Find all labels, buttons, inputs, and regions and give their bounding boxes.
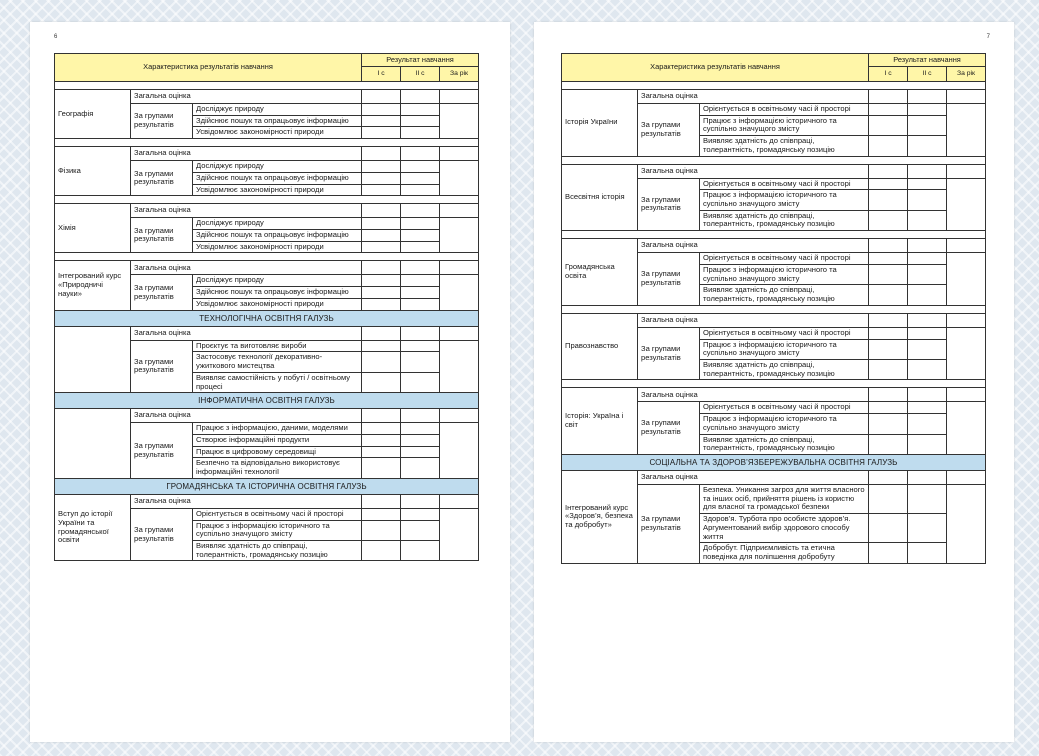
result-item-text: Виявляє здатність до співпраці, толерантність, громадянську позицію [193, 540, 362, 560]
score-cell-sem1[interactable] [362, 241, 401, 253]
header-characteristic: Характеристика результатів навчання [562, 54, 869, 82]
score-cell-sem1[interactable] [362, 326, 401, 340]
general-score-label: Загальна оцінка [638, 164, 869, 178]
groups-label: За групами результатів [131, 423, 193, 479]
score-cell-sem2[interactable] [401, 458, 440, 478]
groups-label: За групами результатів [638, 253, 700, 306]
general-score-label: Загальна оцінка [131, 147, 362, 161]
score-cell-sem2[interactable] [908, 190, 947, 210]
spacer-row [562, 380, 986, 388]
subject-name: Історія України [562, 90, 638, 157]
result-item-text: Усвідомлює закономірності природи [193, 241, 362, 253]
general-score-row [55, 494, 479, 508]
subject-name: Правознавство [562, 313, 638, 380]
score-cell-year[interactable] [440, 218, 479, 253]
score-cell-sem2[interactable] [908, 164, 947, 178]
score-cell-sem1[interactable] [869, 434, 908, 454]
score-cell-sem2[interactable] [908, 313, 947, 327]
spacer-cell [55, 82, 479, 90]
result-item-text: Безпека. Уникання загроз для життя власного та інших осіб, прийняття рішень із користю для власної та громадської безпеки [700, 484, 869, 513]
general-score-label: Загальна оцінка [638, 470, 869, 484]
subject-name: Всесвітня історія [562, 164, 638, 231]
score-cell-sem1[interactable] [869, 327, 908, 339]
score-cell-sem2[interactable] [401, 352, 440, 372]
result-item-text: Здійснює пошук та опрацьовує інформацію [193, 230, 362, 242]
score-cell-sem2[interactable] [908, 178, 947, 190]
subject-name: Інтегрований курс «Здоров’я, безпека та добробут» [562, 470, 638, 563]
result-item-text: Виявляє здатність до співпраці, толерантність, громадянську позицію [700, 136, 869, 156]
score-cell-sem2[interactable] [908, 359, 947, 379]
score-cell-year[interactable] [947, 313, 986, 327]
header-year: За рік [440, 67, 479, 82]
groups-label: За групами результатів [131, 104, 193, 139]
score-cell-sem2[interactable] [908, 327, 947, 339]
score-cell-sem1[interactable] [362, 352, 401, 372]
general-score-row [55, 261, 479, 275]
score-cell-sem1[interactable] [362, 184, 401, 196]
general-score-row [562, 470, 986, 484]
result-item-text: Працює в цифровому середовищі [193, 446, 362, 458]
score-cell-sem1[interactable] [362, 115, 401, 127]
general-score-row [562, 313, 986, 327]
result-item-text: Орієнтується в освітньому часі й просторі [700, 104, 869, 116]
score-cell-sem2[interactable] [401, 241, 440, 253]
groups-label: За групами результатів [131, 161, 193, 196]
score-cell-sem1[interactable] [362, 275, 401, 287]
score-cell-sem1[interactable] [869, 402, 908, 414]
section-header-row [55, 478, 479, 494]
general-score-label: Загальна оцінка [131, 90, 362, 104]
score-cell-sem1[interactable] [869, 285, 908, 305]
score-cell-year[interactable] [947, 402, 986, 455]
header-result: Результат навчання [869, 54, 986, 67]
section-title: СОЦІАЛЬНА ТА ЗДОРОВ’ЯЗБЕРЕЖУВАЛЬНА ОСВІТНЯ ГАЛУЗЬ [562, 454, 986, 470]
general-score-label: Загальна оцінка [638, 239, 869, 253]
score-cell-sem1[interactable] [362, 458, 401, 478]
left-page [30, 22, 510, 742]
right-assessment-table [561, 53, 986, 564]
spacer-row [562, 82, 986, 90]
spacer-cell [562, 156, 986, 164]
score-cell-sem1[interactable] [362, 147, 401, 161]
groups-label: За групами результатів [638, 178, 700, 231]
general-score-label: Загальна оцінка [638, 90, 869, 104]
score-cell-sem1[interactable] [362, 127, 401, 139]
result-item-text: Працює з інформацією історичного та суспільно значущого змісту [700, 264, 869, 284]
section-title: ТЕХНОЛОГІЧНА ОСВІТНЯ ГАЛУЗЬ [55, 310, 479, 326]
subject-name [55, 409, 131, 479]
score-cell-year[interactable] [440, 508, 479, 561]
score-cell-sem2[interactable] [908, 210, 947, 230]
score-cell-sem1[interactable] [362, 104, 401, 116]
score-cell-sem2[interactable] [908, 90, 947, 104]
score-cell-sem1[interactable] [362, 520, 401, 540]
score-cell-sem1[interactable] [869, 264, 908, 284]
score-cell-sem2[interactable] [401, 372, 440, 392]
result-item-text: Здійснює пошук та опрацьовує інформацію [193, 115, 362, 127]
score-cell-sem2[interactable] [908, 253, 947, 265]
score-cell-sem1[interactable] [869, 210, 908, 230]
score-cell-sem2[interactable] [401, 172, 440, 184]
score-cell-sem2[interactable] [401, 423, 440, 435]
result-item-text: Досліджує природу [193, 275, 362, 287]
result-item-text: Проєктує та виготовляє вироби [193, 340, 362, 352]
score-cell-sem1[interactable] [869, 190, 908, 210]
subject-name: Громадянська освіта [562, 239, 638, 306]
left-page-number: 6 [54, 34, 58, 40]
score-cell-sem2[interactable] [908, 136, 947, 156]
spacer-cell [562, 305, 986, 313]
spacer-row [562, 231, 986, 239]
spacer-cell [562, 380, 986, 388]
spacer-cell [562, 82, 986, 90]
spacer-row [55, 253, 479, 261]
result-item-text: Створює інформаційні продукти [193, 434, 362, 446]
score-cell-year[interactable] [440, 409, 479, 423]
result-item-text: Усвідомлює закономірності природи [193, 298, 362, 310]
general-score-label: Загальна оцінка [131, 204, 362, 218]
general-score-label: Загальна оцінка [131, 326, 362, 340]
score-cell-sem1[interactable] [362, 409, 401, 423]
score-cell-sem2[interactable] [401, 261, 440, 275]
result-item-text: Орієнтується в освітньому часі й просторі [193, 508, 362, 520]
general-score-label: Загальна оцінка [638, 388, 869, 402]
score-cell-sem2[interactable] [908, 414, 947, 434]
score-cell-sem2[interactable] [401, 90, 440, 104]
score-cell-sem1[interactable] [362, 434, 401, 446]
subject-name: Вступ до історії України та громадянської освіти [55, 494, 131, 561]
result-item-text: Працює з інформацією історичного та суспільно значущого змісту [193, 520, 362, 540]
spacer-cell [55, 196, 479, 204]
score-cell-sem1[interactable] [362, 261, 401, 275]
score-cell-sem1[interactable] [869, 313, 908, 327]
result-item-text: Здійснює пошук та опрацьовує інформацію [193, 172, 362, 184]
score-cell-sem1[interactable] [362, 218, 401, 230]
score-cell-sem1[interactable] [869, 164, 908, 178]
header-characteristic: Характеристика результатів навчання [55, 54, 362, 82]
spacer-row [55, 196, 479, 204]
general-score-label: Загальна оцінка [131, 261, 362, 275]
score-cell-sem2[interactable] [401, 508, 440, 520]
result-item-text: Досліджує природу [193, 218, 362, 230]
score-cell-sem2[interactable] [908, 470, 947, 484]
score-cell-year[interactable] [947, 253, 986, 306]
score-cell-year[interactable] [440, 275, 479, 310]
score-cell-year[interactable] [947, 104, 986, 157]
score-cell-year[interactable] [947, 178, 986, 231]
general-score-row [55, 90, 479, 104]
score-cell-year[interactable] [440, 494, 479, 508]
general-score-row [55, 326, 479, 340]
score-cell-sem2[interactable] [908, 388, 947, 402]
score-cell-sem2[interactable] [401, 104, 440, 116]
score-cell-sem1[interactable] [362, 298, 401, 310]
score-cell-sem2[interactable] [908, 434, 947, 454]
score-cell-year[interactable] [440, 326, 479, 340]
score-cell-sem2[interactable] [401, 409, 440, 423]
right-page-number: 7 [986, 34, 990, 40]
score-cell-sem1[interactable] [362, 172, 401, 184]
left-assessment-table [54, 53, 479, 561]
result-item-text: Застосовує технології декоративно-ужиткового мистецтва [193, 352, 362, 372]
result-item-text: Безпечно та відповідально використовує інформаційні технології [193, 458, 362, 478]
section-header-row [55, 310, 479, 326]
general-score-label: Загальна оцінка [131, 494, 362, 508]
subject-name: Географія [55, 90, 131, 139]
result-item-text: Виявляє здатність до співпраці, толерантність, громадянську позицію [700, 359, 869, 379]
score-cell-sem1[interactable] [362, 204, 401, 218]
score-cell-year[interactable] [947, 484, 986, 563]
score-cell-sem1[interactable] [869, 90, 908, 104]
score-cell-sem1[interactable] [362, 494, 401, 508]
score-cell-sem1[interactable] [869, 115, 908, 135]
result-item-text: Здоров’я. Турбота про особисте здоров’я. Аргументований вибір здорового способу життя [700, 514, 869, 543]
score-cell-sem1[interactable] [869, 136, 908, 156]
score-cell-sem2[interactable] [401, 115, 440, 127]
score-cell-sem1[interactable] [362, 423, 401, 435]
score-cell-sem1[interactable] [869, 514, 908, 543]
result-item-text: Орієнтується в освітньому часі й просторі [700, 253, 869, 265]
spacer-row [562, 156, 986, 164]
result-item-text: Виявляє здатність до співпраці, толерантність, громадянську позицію [700, 285, 869, 305]
subject-name [55, 326, 131, 393]
score-cell-year[interactable] [440, 161, 479, 196]
score-cell-year[interactable] [440, 204, 479, 218]
score-cell-sem2[interactable] [908, 285, 947, 305]
score-cell-sem1[interactable] [362, 230, 401, 242]
score-cell-year[interactable] [440, 90, 479, 104]
groups-label: За групами результатів [131, 218, 193, 253]
section-title: ГРОМАДЯНСЬКА ТА ІСТОРИЧНА ОСВІТНЯ ГАЛУЗЬ [55, 478, 479, 494]
result-item-text: Працює з інформацією історичного та суспільно значущого змісту [700, 339, 869, 359]
general-score-label: Загальна оцінка [131, 409, 362, 423]
result-item-text: Працює з інформацією, даними, моделями [193, 423, 362, 435]
section-header-row [562, 454, 986, 470]
score-cell-year[interactable] [440, 423, 479, 479]
score-cell-sem1[interactable] [869, 470, 908, 484]
result-item-text: Орієнтується в освітньому часі й просторі [700, 402, 869, 414]
score-cell-year[interactable] [947, 327, 986, 380]
spacer-row [55, 139, 479, 147]
groups-label: За групами результатів [131, 275, 193, 310]
score-cell-sem1[interactable] [869, 543, 908, 563]
score-cell-sem1[interactable] [362, 340, 401, 352]
general-score-row [562, 239, 986, 253]
result-item-text: Усвідомлює закономірності природи [193, 127, 362, 139]
score-cell-year[interactable] [947, 470, 986, 484]
general-score-label: Загальна оцінка [638, 313, 869, 327]
spacer-cell [562, 231, 986, 239]
score-cell-year[interactable] [947, 239, 986, 253]
score-cell-sem2[interactable] [401, 147, 440, 161]
score-cell-sem1[interactable] [362, 161, 401, 173]
result-item-text: Здійснює пошук та опрацьовує інформацію [193, 287, 362, 299]
groups-label: За групами результатів [638, 104, 700, 157]
score-cell-sem1[interactable] [869, 239, 908, 253]
score-cell-year[interactable] [440, 340, 479, 393]
result-item-text: Працює з інформацією історичного та суспільно значущого змісту [700, 414, 869, 434]
spacer-cell [55, 139, 479, 147]
spacer-row [562, 305, 986, 313]
subject-name: Інтегрований курс «Природничі науки» [55, 261, 131, 310]
groups-label: За групами результатів [638, 484, 700, 563]
score-cell-sem1[interactable] [869, 388, 908, 402]
groups-label: За групами результатів [131, 508, 193, 561]
score-cell-year[interactable] [440, 261, 479, 275]
score-cell-sem2[interactable] [908, 264, 947, 284]
score-cell-sem1[interactable] [869, 359, 908, 379]
groups-label: За групами результатів [638, 402, 700, 455]
section-header-row [55, 393, 479, 409]
general-score-row [55, 204, 479, 218]
score-cell-year[interactable] [947, 164, 986, 178]
general-score-row [562, 388, 986, 402]
result-item-text: Усвідомлює закономірності природи [193, 184, 362, 196]
score-cell-year[interactable] [440, 104, 479, 139]
score-cell-sem2[interactable] [908, 484, 947, 513]
score-cell-sem2[interactable] [401, 218, 440, 230]
score-cell-sem1[interactable] [869, 253, 908, 265]
general-score-row [562, 164, 986, 178]
score-cell-sem2[interactable] [908, 543, 947, 563]
score-cell-sem2[interactable] [401, 446, 440, 458]
general-score-row [55, 147, 479, 161]
score-cell-sem2[interactable] [401, 326, 440, 340]
score-cell-year[interactable] [440, 147, 479, 161]
score-cell-sem2[interactable] [401, 340, 440, 352]
result-item-text: Виявляє самостійність у побуті / освітньому процесі [193, 372, 362, 392]
score-cell-sem1[interactable] [869, 178, 908, 190]
score-cell-sem2[interactable] [401, 298, 440, 310]
score-cell-sem1[interactable] [362, 508, 401, 520]
groups-label: За групами результатів [638, 327, 700, 380]
result-item-text: Працює з інформацією історичного та суспільно значущого змісту [700, 115, 869, 135]
score-cell-sem2[interactable] [401, 434, 440, 446]
result-item-text: Добробут. Підприємливість та етична поведінка для поліпшення добробуту [700, 543, 869, 563]
score-cell-sem2[interactable] [908, 514, 947, 543]
result-item-text: Досліджує природу [193, 161, 362, 173]
score-cell-sem2[interactable] [908, 339, 947, 359]
score-cell-sem2[interactable] [908, 104, 947, 116]
score-cell-sem1[interactable] [362, 287, 401, 299]
score-cell-sem2[interactable] [908, 402, 947, 414]
score-cell-sem1[interactable] [869, 414, 908, 434]
score-cell-sem1[interactable] [362, 90, 401, 104]
score-cell-sem2[interactable] [908, 239, 947, 253]
score-cell-sem1[interactable] [869, 104, 908, 116]
header-result: Результат навчання [362, 54, 479, 67]
spacer-row [55, 82, 479, 90]
score-cell-sem2[interactable] [401, 287, 440, 299]
score-cell-sem2[interactable] [401, 275, 440, 287]
header-semester-2: ІІ с [908, 67, 947, 82]
score-cell-sem1[interactable] [869, 484, 908, 513]
general-score-row [55, 409, 479, 423]
score-cell-sem2[interactable] [401, 204, 440, 218]
subject-name: Фізика [55, 147, 131, 196]
header-year: За рік [947, 67, 986, 82]
result-item-text: Виявляє здатність до співпраці, толерантність, громадянську позицію [700, 434, 869, 454]
score-cell-sem2[interactable] [401, 540, 440, 560]
score-cell-sem2[interactable] [401, 127, 440, 139]
groups-label: За групами результатів [131, 340, 193, 393]
result-item-text: Працює з інформацією історичного та суспільно значущого змісту [700, 190, 869, 210]
subject-name: Історія: Україна і світ [562, 388, 638, 455]
score-cell-sem2[interactable] [401, 230, 440, 242]
header-semester-1: І с [869, 67, 908, 82]
score-cell-sem1[interactable] [362, 540, 401, 560]
result-item-text: Досліджує природу [193, 104, 362, 116]
score-cell-year[interactable] [947, 90, 986, 104]
score-cell-year[interactable] [947, 388, 986, 402]
spacer-cell [55, 253, 479, 261]
subject-name: Хімія [55, 204, 131, 253]
result-item-text: Орієнтується в освітньому часі й просторі [700, 178, 869, 190]
general-score-row [562, 90, 986, 104]
result-item-text: Орієнтується в освітньому часі й просторі [700, 327, 869, 339]
score-cell-sem2[interactable] [401, 520, 440, 540]
score-cell-sem1[interactable] [362, 372, 401, 392]
header-semester-1: І с [362, 67, 401, 82]
right-page [534, 22, 1014, 742]
header-semester-2: ІІ с [401, 67, 440, 82]
score-cell-sem1[interactable] [869, 339, 908, 359]
score-cell-sem2[interactable] [908, 115, 947, 135]
score-cell-sem2[interactable] [401, 161, 440, 173]
result-item-text: Виявляє здатність до співпраці, толерантність, громадянську позицію [700, 210, 869, 230]
score-cell-sem2[interactable] [401, 184, 440, 196]
section-title: ІНФОРМАТИЧНА ОСВІТНЯ ГАЛУЗЬ [55, 393, 479, 409]
score-cell-sem1[interactable] [362, 446, 401, 458]
score-cell-sem2[interactable] [401, 494, 440, 508]
